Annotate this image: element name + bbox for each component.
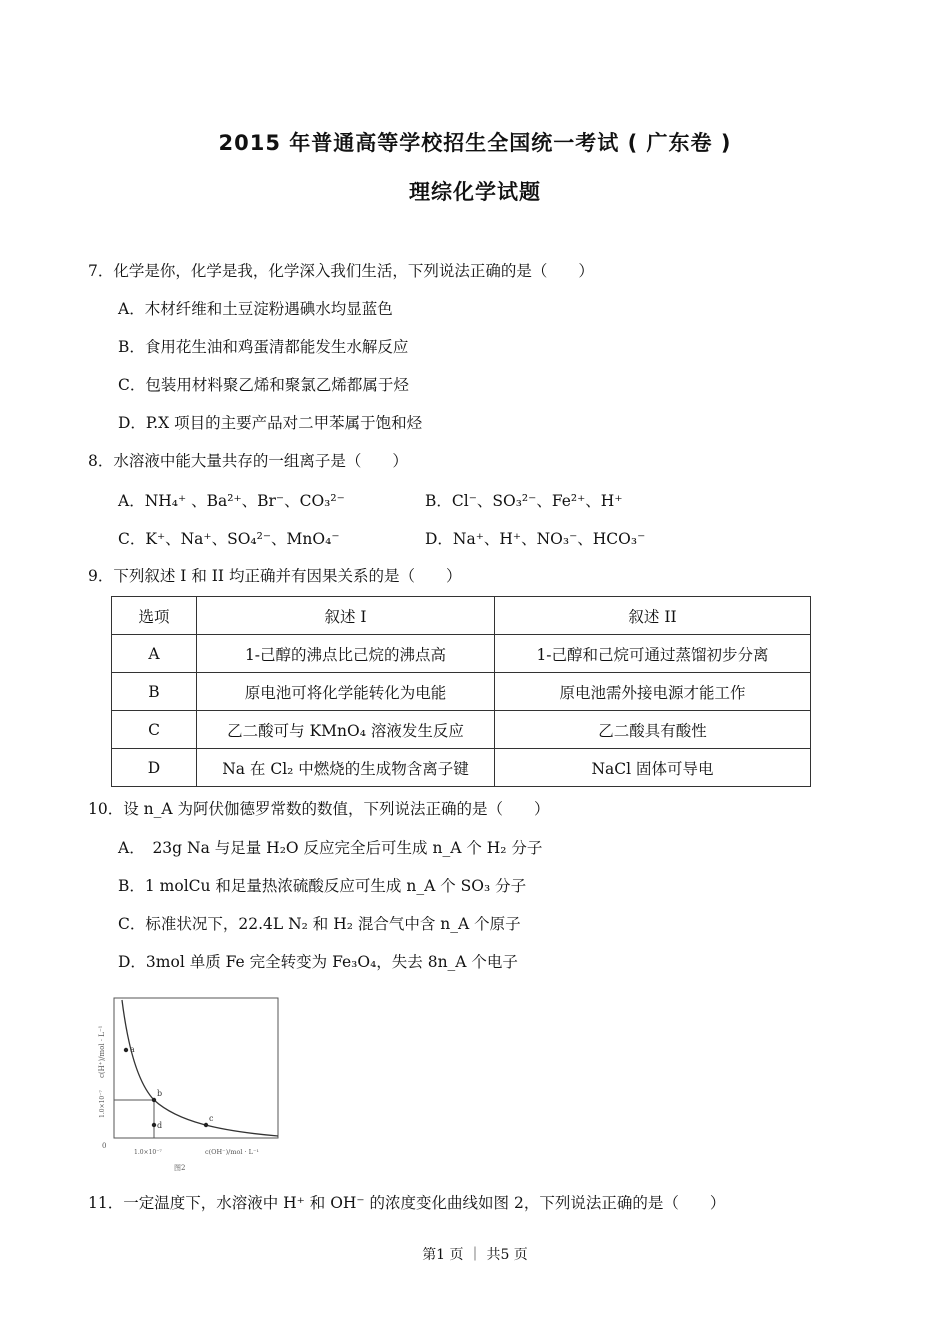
x-axis-label: c(OH⁻)/mol · L⁻¹	[205, 1148, 260, 1156]
q9-stem: 9．下列叙述 I 和 II 均正确并有因果关系的是（ ）	[88, 567, 462, 585]
point-c	[204, 1123, 208, 1127]
exam-subtitle: 理综化学试题	[409, 180, 541, 204]
table-row	[112, 711, 811, 749]
q8-option-c: C．K⁺、Na⁺、SO₄²⁻、MnO₄⁻	[118, 530, 340, 548]
table-cell: 乙二酸可与 KMnO₄ 溶液发生反应	[197, 711, 495, 749]
table-row	[112, 749, 811, 787]
table-cell: B	[112, 673, 197, 711]
table-cell: 1-己醇的沸点比己烷的沸点高	[197, 635, 495, 673]
table-cell: A	[112, 635, 197, 673]
table-cell: D	[112, 749, 197, 787]
table-cell: 1-己醇和己烷可通过蒸馏初步分离	[495, 635, 811, 673]
origin-label: 0	[102, 1142, 107, 1150]
point-b	[152, 1098, 156, 1102]
table-cell: Na 在 Cl₂ 中燃烧的生成物含离子键	[197, 749, 495, 787]
ion-curve	[122, 1000, 278, 1136]
table-cell: 原电池可将化学能转化为电能	[197, 673, 495, 711]
header-cell: 叙述 II	[495, 597, 811, 635]
q8-option-a: A．NH₄⁺ 、Ba²⁺、Br⁻、CO₃²⁻	[118, 492, 345, 510]
q10-option-b: B．1 molCu 和足量热浓硫酸反应可生成 n_A 个 SO₃ 分子	[118, 877, 527, 895]
q10-option-d: D．3mol 单质 Fe 完全转变为 Fe₃O₄，失去 8n_A 个电子	[118, 953, 518, 971]
exam-title: 2015 年普通高等学校招生全国统一考试 ( 广东卷 )	[218, 131, 732, 155]
q9-table	[111, 596, 811, 787]
figure-2-curve	[90, 988, 290, 1178]
figure-caption: 图2	[174, 1164, 186, 1172]
y-tick-label: 1.0×10⁻⁷	[99, 1090, 106, 1118]
table-cell: 原电池需外接电源才能工作	[495, 673, 811, 711]
q8-option-d: D．Na⁺、H⁺、NO₃⁻、HCO₃⁻	[425, 530, 646, 548]
label-d: d	[157, 1121, 163, 1130]
table-row	[112, 635, 811, 673]
page-footer: 第1 页 ｜ 共5 页	[422, 1247, 528, 1263]
q11-stem: 11．一定温度下，水溶液中 H⁺ 和 OH⁻ 的浓度变化曲线如图 2，下列说法正确的是（ ）	[88, 1194, 726, 1212]
q10-stem: 10．设 n_A 为阿伏伽德罗常数的数值，下列说法正确的是（ ）	[88, 800, 550, 818]
label-a: a	[130, 1045, 135, 1054]
plot-frame	[114, 998, 278, 1138]
table-cell: C	[112, 711, 197, 749]
label-b: b	[157, 1089, 163, 1098]
table-cell: NaCl 固体可导电	[495, 749, 811, 787]
point-a	[124, 1048, 128, 1052]
table-header-row	[112, 597, 811, 635]
table-cell: 乙二酸具有酸性	[495, 711, 811, 749]
q10-option-c: C．标准状况下，22.4L N₂ 和 H₂ 混合气中含 n_A 个原子	[118, 915, 521, 933]
table-row	[112, 673, 811, 711]
label-c: c	[209, 1114, 214, 1123]
y-axis-label: c(H⁺)/mol · L⁻¹	[98, 1025, 106, 1078]
header-cell: 叙述 I	[197, 597, 495, 635]
point-d	[152, 1123, 156, 1127]
q7-option-b: B．食用花生油和鸡蛋清都能发生水解反应	[118, 338, 409, 356]
x-tick-label: 1.0×10⁻⁷	[134, 1149, 162, 1156]
q7-stem: 7．化学是你，化学是我，化学深入我们生活，下列说法正确的是（ ）	[88, 262, 594, 280]
q8-option-b: B．Cl⁻、SO₃²⁻、Fe²⁺、H⁺	[425, 492, 623, 510]
q7-option-c: C．包装用材料聚乙烯和聚氯乙烯都属于烃	[118, 376, 409, 394]
q10-option-a: A． 23g Na 与足量 H₂O 反应完全后可生成 n_A 个 H₂ 分子	[118, 839, 543, 857]
q8-stem: 8．水溶液中能大量共存的一组离子是（ ）	[88, 452, 408, 470]
q7-option-a: A．木材纤维和土豆淀粉遇碘水均显蓝色	[118, 300, 393, 318]
q7-option-d: D．P.X 项目的主要产品对二甲苯属于饱和烃	[118, 414, 423, 432]
header-cell: 选项	[112, 597, 197, 635]
